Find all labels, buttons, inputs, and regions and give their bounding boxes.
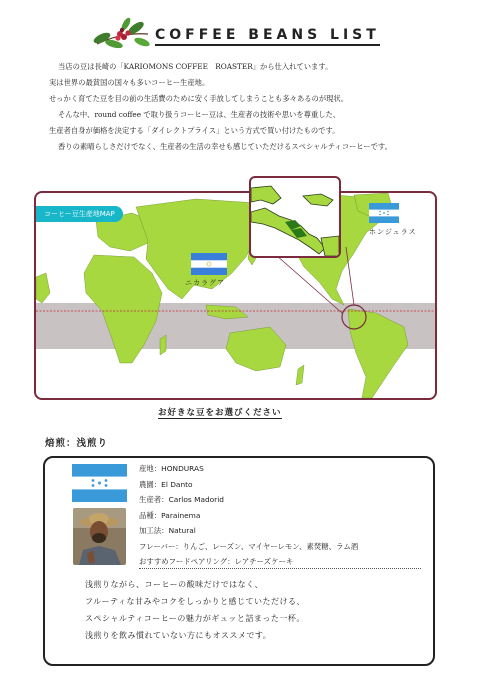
description-line: フルーティな甘みやコクをしっかりと感じていただける、 — [85, 597, 306, 606]
intro-line: そんな中、round coffee で取り扱うコーヒー豆は、生産者の技術や思いを尊重した、 — [58, 110, 341, 119]
flavor-field: フレーバー：りんご、レーズン、マイヤーレモン、素焚糖、ラム酒 — [139, 541, 359, 551]
intro-line: 香りの素晴らしさだけでなく、生産者の生活の幸せも感じていただけるスペシャルティコーヒーです。 — [58, 142, 392, 151]
roast-heading: 焙煎：浅煎り — [45, 438, 109, 449]
description-line: 浅煎りながら、コーヒーの酸味だけではなく、 — [85, 580, 264, 589]
page-title: COFFEE BEANS LIST — [155, 27, 380, 46]
coffee-plant-logo — [92, 14, 152, 50]
choose-prompt: お好きな豆をお選びください — [158, 408, 282, 418]
nicaragua-flag-icon — [191, 253, 227, 275]
honduras-label: ホンジュラス — [369, 228, 417, 236]
description-line: スペシャルティコーヒーの魅力がギュッと詰まった一杯。 — [85, 614, 305, 623]
bean-description — [85, 576, 305, 644]
honduras-flag-icon — [369, 203, 399, 223]
process-field: 加工法：Natural — [139, 526, 196, 535]
nicaragua-label: ニカラグア — [185, 279, 225, 287]
inset-map-graphic — [251, 178, 339, 256]
intro-line: せっかく育てた豆を目の前の生活費のために安く手放してしまうことも多々あるのが現状。 — [49, 94, 349, 103]
world-map-graphic — [36, 193, 435, 398]
pairing-field: おすすめフードペアリング：レアチーズケーキ — [139, 557, 294, 566]
honduras-flag-icon — [72, 464, 127, 502]
central-america-inset-map — [249, 176, 341, 258]
producer-photo — [73, 508, 126, 565]
intro-text — [0, 59, 480, 155]
description-line: 浅煎りを飲み慣れていない方にもオススメです。 — [85, 631, 272, 640]
divider — [139, 568, 421, 569]
map-label: コーヒー豆生産地MAP — [36, 206, 123, 222]
variety-field: 品種：Parainema — [139, 510, 201, 520]
intro-line: 当店の豆は長崎の「KARIOMONS COFFEE ROASTER」から仕入れています。 — [58, 62, 333, 71]
producer-field: 生産者：Carlos Madorid — [139, 495, 224, 504]
farm-field: 農園：El Danto — [139, 479, 193, 489]
origin-field: 産地：HONDURAS — [139, 464, 204, 473]
intro-line: 生産者自身が価格を決定する「ダイレクトプライス」という方式で買い付けたものです。 — [49, 126, 340, 135]
bean-info — [139, 461, 358, 570]
intro-line: 実は世界の最貧国の国々も多いコーヒー生産地。 — [49, 78, 210, 87]
